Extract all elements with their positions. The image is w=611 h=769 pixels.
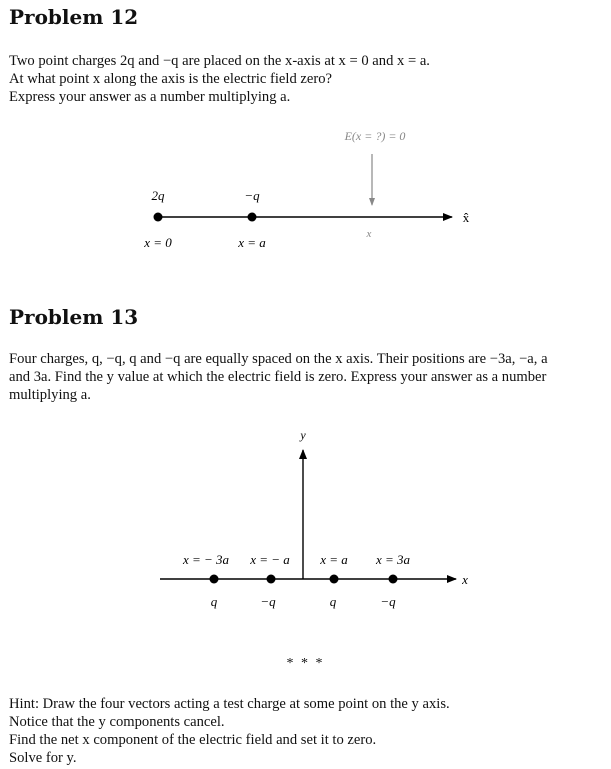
problem-13-title: Problem 13 — [9, 305, 139, 329]
problem-12-line-3: Express your answer as a number multiplying a. — [9, 89, 291, 105]
position-a-label: x = a — [238, 235, 266, 250]
problem-12-line-1: Two point charges 2q and −q are placed on the x-axis at x = 0 and x = a. — [9, 53, 430, 69]
problem-13-text — [9, 350, 548, 404]
charge-label-2: −q — [260, 594, 276, 609]
hint-text — [9, 695, 450, 767]
charge-dot-2 — [267, 575, 276, 584]
position-label-2: x = − a — [250, 552, 290, 567]
position-0-label: x = 0 — [144, 235, 172, 250]
charge-neg-q-dot — [248, 213, 257, 222]
charge-2q-dot — [154, 213, 163, 222]
field-zero-label: E(x = ?) = 0 — [344, 129, 406, 143]
hint-line-4: Solve for y. — [9, 750, 77, 766]
charge-dot-4 — [389, 575, 398, 584]
unknown-x-label: x — [366, 228, 372, 240]
y-axis-label: y — [300, 428, 306, 442]
problem-13-line-2: and 3a. Find the y value at which the electric field is zero. Express your answer as a number — [9, 369, 547, 385]
section-separator: * * * — [286, 656, 325, 671]
charge-dot-1 — [210, 575, 219, 584]
x-hat-label: x̂ — [462, 210, 470, 225]
charge-label-4: −q — [380, 594, 396, 609]
charge-label-1: q — [210, 594, 218, 609]
charge-2q-label: 2q — [151, 188, 165, 203]
position-label-4: x = 3a — [375, 552, 411, 567]
problem-12-title: Problem 12 — [9, 5, 139, 29]
problem-13-line-1: Four charges, q, −q, q and −q are equally spaced on the x axis. Their positions are −3a, −a, a — [9, 351, 548, 367]
hint-line-3: Find the net x component of the electric field and set it to zero. — [9, 732, 377, 748]
problem-12-line-2: At what point x along the axis is the electric field zero? — [9, 71, 332, 87]
charge-neg-q-label: −q — [244, 188, 260, 203]
problem-12-figure — [143, 129, 470, 250]
charge-label-3: q — [329, 594, 337, 609]
x-axis-label: x — [462, 572, 468, 587]
hint-line-2: Notice that the y components cancel. — [9, 714, 225, 730]
problem-13-line-3: multiplying a. — [9, 387, 91, 403]
hint-line-1: Hint: Draw the four vectors acting a test charge at some point on the y axis. — [9, 696, 450, 712]
charge-dot-3 — [330, 575, 339, 584]
position-label-1: x = − 3a — [182, 552, 230, 567]
position-label-3: x = a — [320, 552, 348, 567]
problem-13-figure — [160, 428, 468, 609]
